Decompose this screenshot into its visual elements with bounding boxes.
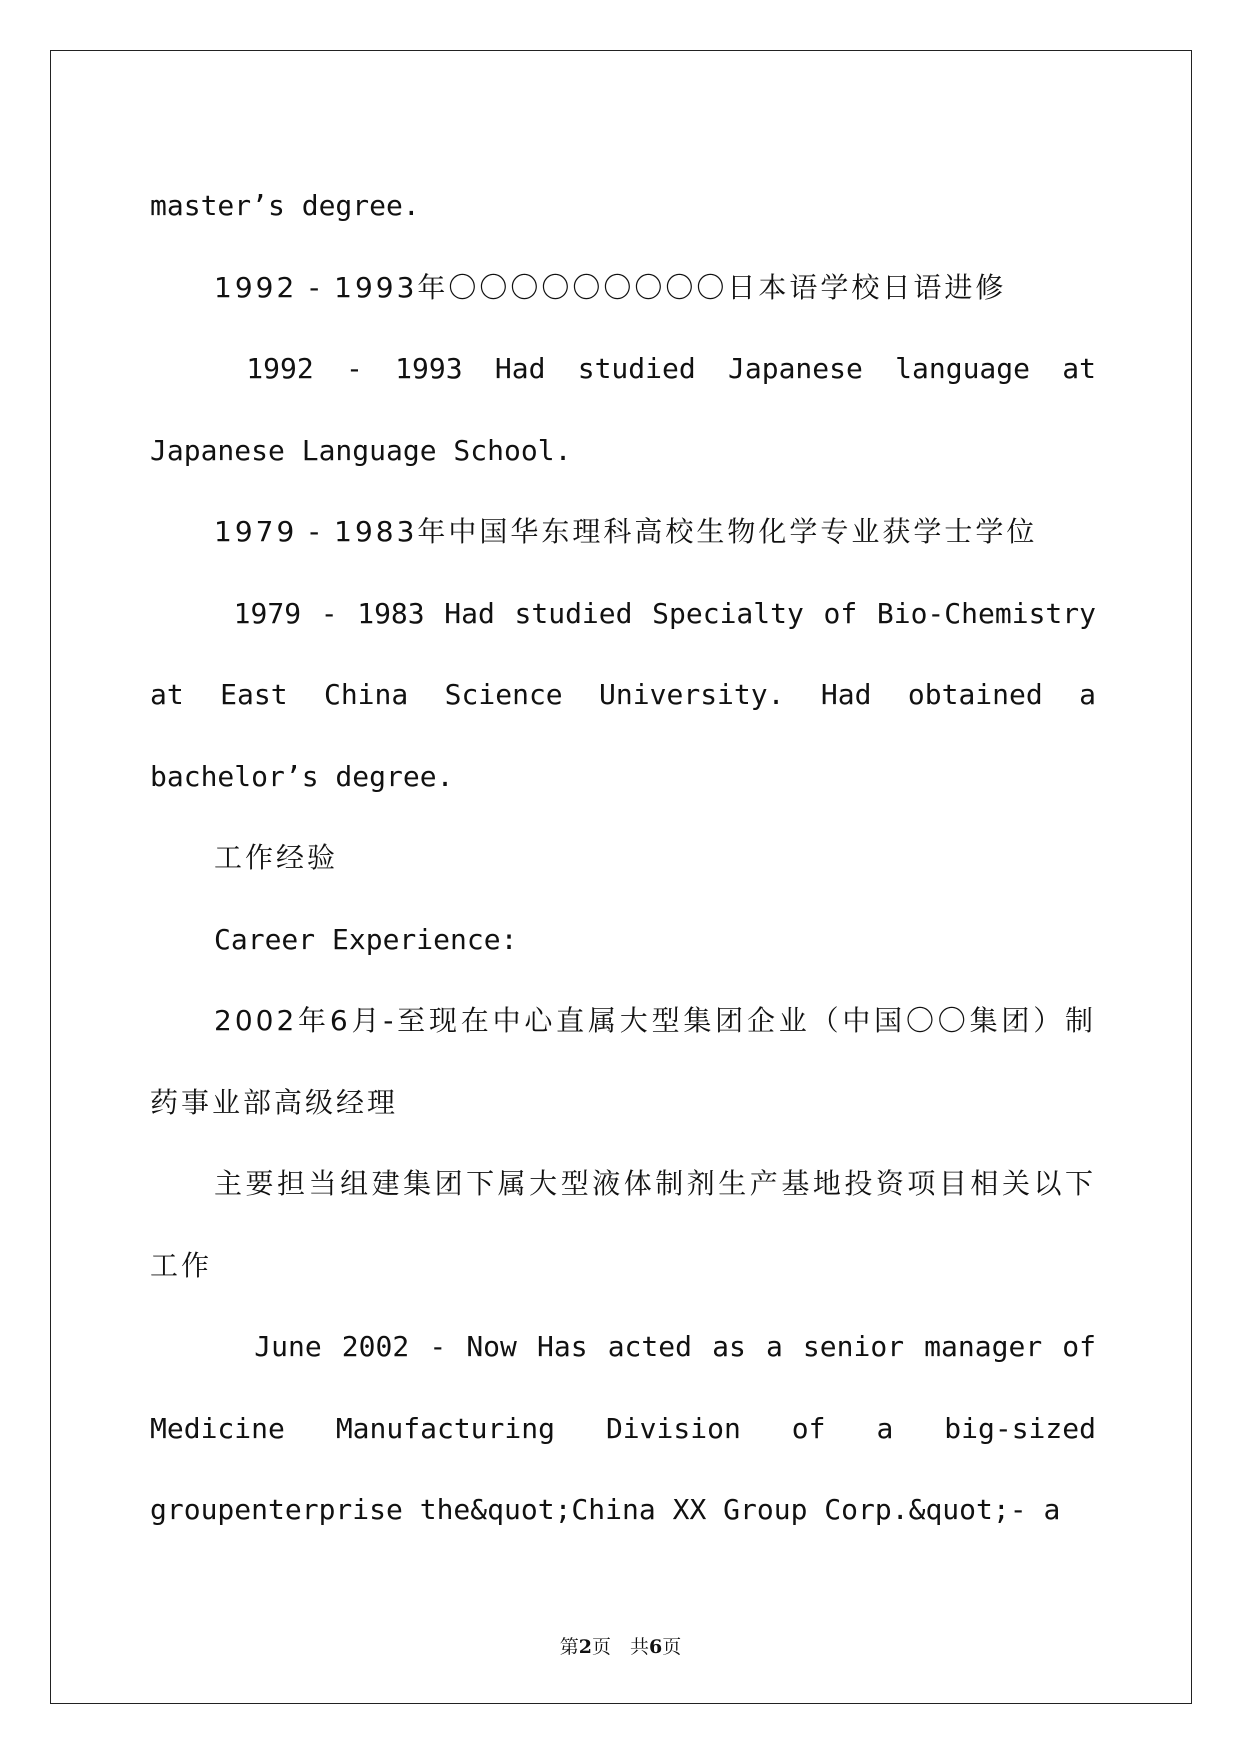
paragraph-responsibilities-cn: 主要担当组建集团下属大型液体制剂生产基地投资项目相关以下工作 [150, 1167, 1096, 1282]
heading-career-experience-en: Career Experience: [214, 922, 518, 956]
paragraph-japanese-school-en: 1992 - 1993 Had studied Japanese language at Japanese Language School. [150, 352, 1113, 467]
footer-mid: 页 共 [591, 1636, 649, 1658]
paragraph-university-cn: 1979 - 1983年中国华东理科高校生物化学专业获学士学位 [214, 515, 1038, 548]
footer-current-page: 2 [578, 1636, 592, 1658]
paragraph-university-en: 1979 - 1983 Had studied Specialty of Bio-Chemistry at East China Science University. Had obtained a bachelor’s degree. [150, 596, 1113, 793]
footer-suffix: 页 [662, 1636, 682, 1658]
heading-work-experience-cn: 工作经验 [214, 841, 339, 874]
footer-total-pages: 6 [649, 1636, 663, 1658]
paragraph-degree-end: master’s degree. [150, 189, 420, 222]
paragraph-senior-manager-cn: 2002年6月-至现在中心直属大型集团企业（中国〇〇集团）制药事业部高级经理 [150, 1004, 1096, 1119]
paragraph-japanese-school-cn: 1992 - 1993年〇〇〇〇〇〇〇〇〇日本语学校日语进修 [214, 270, 1007, 304]
page-footer [0, 1632, 1241, 1659]
document-body [150, 165, 1113, 1551]
paragraph-senior-manager-en: June 2002 - Now Has acted as a senior manager of Medicine Manufacturing Division of a big-sized groupenterprise the&quot;China XX Group Corp.&quot;- a [150, 1330, 1113, 1526]
footer-prefix: 第 [559, 1636, 579, 1658]
